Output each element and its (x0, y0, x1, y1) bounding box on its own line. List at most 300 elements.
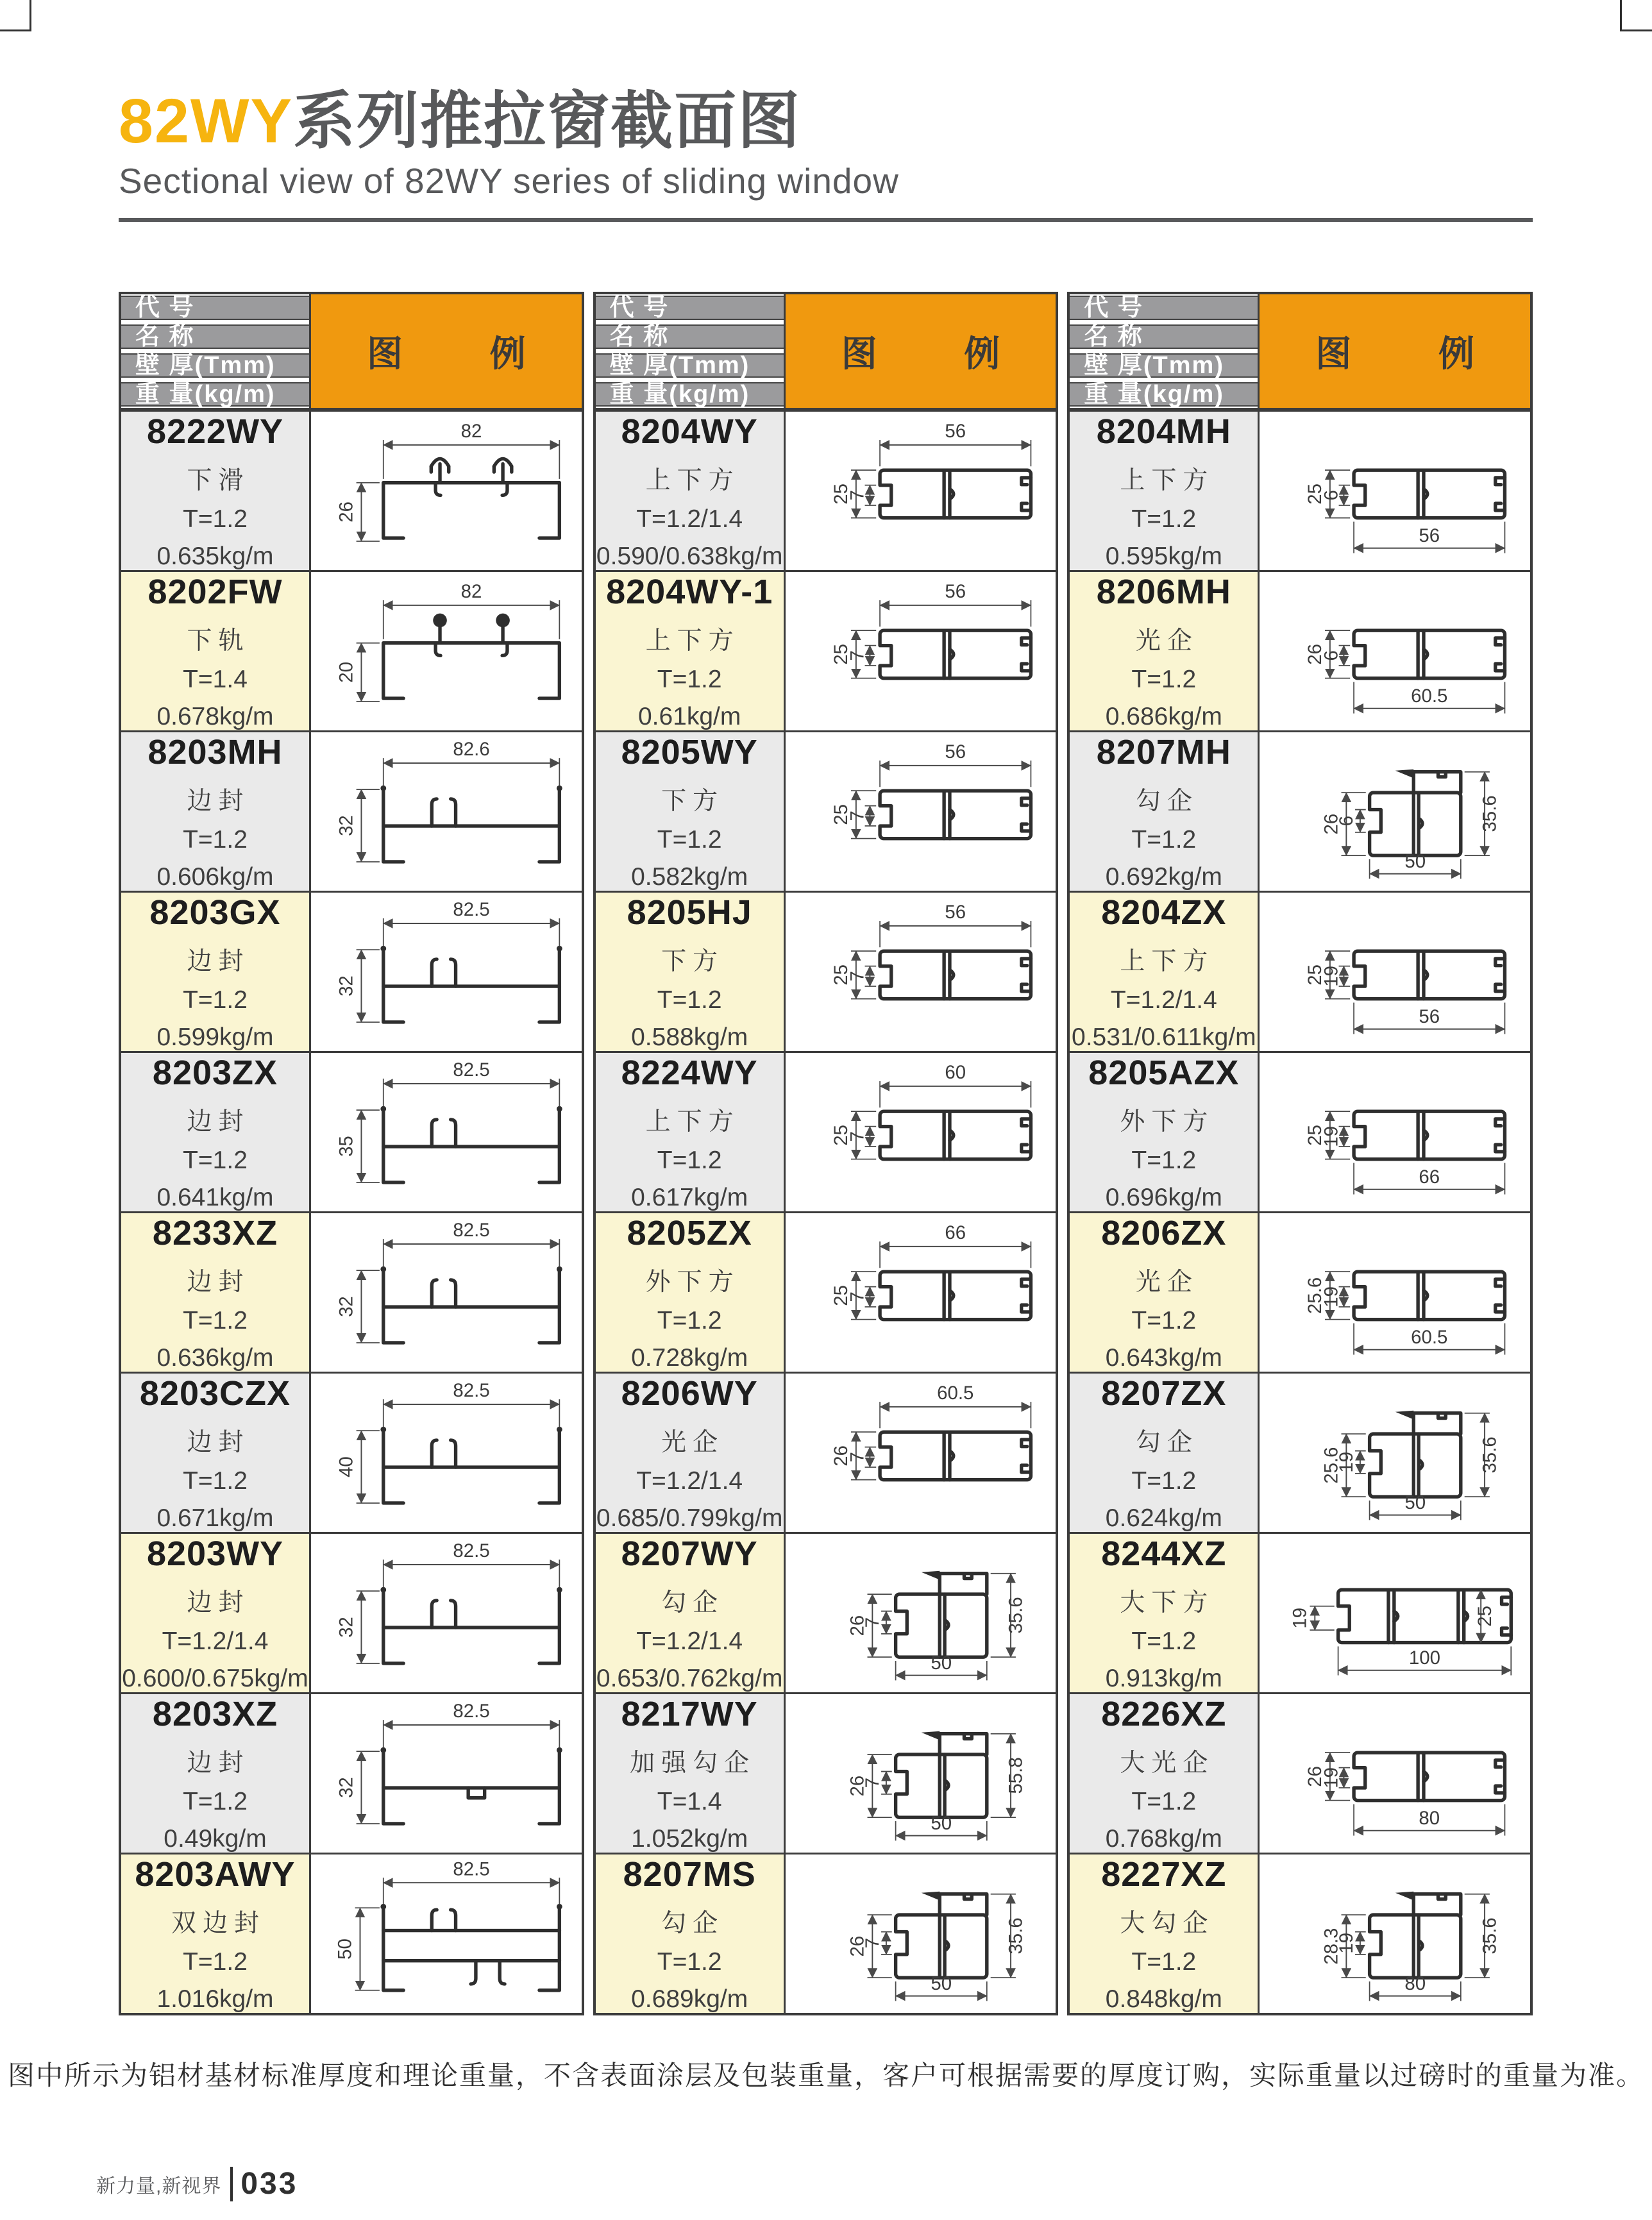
table-row (1070, 1211, 1530, 1372)
table-row (121, 570, 582, 730)
table-row (1070, 570, 1530, 730)
product-name: 勾企 (661, 1909, 725, 1937)
svg-text:19: 19 (1336, 1451, 1358, 1473)
diagram-cell (786, 1534, 1056, 1692)
svg-text:82.5: 82.5 (453, 1701, 490, 1722)
product-weight: 1.052kg/m (631, 1824, 748, 1853)
header-label-3: 壁 厚(Tmm) (121, 353, 309, 378)
product-thickness: T=1.2 (657, 1306, 722, 1334)
svg-text:50: 50 (1404, 1492, 1426, 1513)
product-code: 8217WY (621, 1694, 758, 1733)
profile-drawing (1260, 893, 1530, 1051)
diagram-cell (1260, 732, 1530, 891)
column-group-2 (593, 292, 1059, 2015)
svg-text:82.5: 82.5 (453, 1858, 490, 1880)
product-code: 8205HJ (627, 893, 752, 932)
svg-text:32: 32 (335, 815, 357, 836)
profile-drawing (311, 1053, 582, 1211)
product-thickness: T=1.2 (183, 1947, 248, 1976)
info-cell (596, 572, 786, 730)
info-cell (121, 1213, 311, 1372)
product-name: 上下方 (645, 1107, 740, 1136)
svg-text:32: 32 (335, 1777, 357, 1798)
table-row (596, 1853, 1056, 2013)
product-thickness: T=1.2 (657, 1146, 722, 1174)
product-thickness: T=1.4 (657, 1787, 722, 1815)
product-name: 勾企 (1135, 787, 1199, 815)
header-label-2: 名 称 (1070, 324, 1258, 349)
crop-mark-top-left-v (30, 0, 31, 31)
info-cell (596, 1534, 786, 1692)
svg-text:60.5: 60.5 (1411, 1326, 1448, 1348)
product-code: 8205ZX (627, 1213, 752, 1252)
product-name: 边封 (187, 1588, 250, 1617)
diagram-cell (311, 572, 582, 730)
product-code: 8224WY (621, 1053, 758, 1092)
info-cell (121, 1053, 311, 1211)
svg-text:56: 56 (1419, 525, 1440, 546)
product-code: 8203MH (148, 732, 283, 771)
svg-text:25: 25 (830, 1125, 852, 1146)
product-weight: 0.595kg/m (1105, 542, 1222, 570)
svg-text:6: 6 (1336, 816, 1358, 827)
table-row (596, 1051, 1056, 1211)
product-weight: 0.641kg/m (156, 1183, 274, 1211)
svg-text:82.5: 82.5 (453, 1540, 490, 1562)
profile-drawing (311, 572, 582, 730)
product-weight: 0.848kg/m (1105, 1985, 1222, 2013)
info-cell (121, 1374, 311, 1532)
product-weight: 0.686kg/m (1105, 702, 1222, 730)
profile-drawing (311, 732, 582, 891)
product-thickness: T=1.2/1.4 (1110, 986, 1217, 1014)
svg-text:25: 25 (830, 484, 852, 505)
diagram-cell (1260, 1534, 1530, 1692)
product-weight: 0.768kg/m (1105, 1824, 1222, 1853)
title-rest: 系列推拉窗截面图 (293, 86, 802, 156)
table-row (121, 1372, 582, 1532)
table-row (121, 891, 582, 1051)
product-weight: 0.728kg/m (631, 1343, 748, 1372)
header-label-4: 重 量(kg/m) (121, 382, 309, 407)
diagram-cell (786, 572, 1056, 730)
crop-mark-top-right-v (1620, 0, 1622, 31)
profile-drawing (1260, 1053, 1530, 1211)
info-cell (121, 732, 311, 891)
svg-text:80: 80 (1419, 1807, 1440, 1829)
product-code: 8203CZX (139, 1374, 291, 1413)
svg-text:50: 50 (931, 1652, 952, 1674)
product-name: 光企 (1135, 626, 1199, 655)
product-code: 8204ZX (1101, 893, 1227, 932)
table-row (596, 570, 1056, 730)
svg-text:32: 32 (335, 975, 357, 996)
profile-drawing (311, 1213, 582, 1372)
diagram-cell (1260, 1374, 1530, 1532)
svg-text:7: 7 (847, 490, 868, 501)
info-cell (596, 1053, 786, 1211)
product-weight: 0.599kg/m (156, 1023, 274, 1051)
profile-drawing (786, 1534, 1056, 1692)
crop-mark-top-left-h (0, 29, 31, 31)
svg-text:35.6: 35.6 (1479, 1436, 1501, 1474)
table-row (596, 1692, 1056, 1853)
header-labels (596, 294, 786, 408)
svg-text:82: 82 (460, 421, 482, 442)
product-name: 下方 (661, 947, 725, 975)
legend-cell: 图 例 (786, 294, 1056, 408)
header-label-2: 名 称 (596, 324, 784, 349)
product-name: 上下方 (1120, 947, 1215, 975)
profile-drawing (786, 572, 1056, 730)
column-group-3 (1067, 292, 1533, 2015)
table-row (121, 730, 582, 891)
svg-text:19: 19 (1320, 966, 1342, 987)
svg-text:80: 80 (1404, 1972, 1426, 1994)
svg-text:26: 26 (1320, 813, 1342, 835)
table-row (121, 1692, 582, 1853)
table-row (121, 1051, 582, 1211)
product-code: 8206MH (1096, 572, 1231, 611)
profile-drawing (786, 732, 1056, 891)
diagram-cell (311, 1854, 582, 2013)
svg-text:7: 7 (847, 811, 868, 821)
product-weight: 0.678kg/m (156, 702, 274, 730)
diagram-cell (1260, 1053, 1530, 1211)
diagram-cell (1260, 412, 1530, 570)
info-cell (1070, 1053, 1260, 1211)
product-thickness: T=1.2/1.4 (162, 1627, 269, 1655)
product-code: 8204WY (621, 412, 758, 451)
product-name: 外下方 (645, 1268, 740, 1296)
page-subtitle: Sectional view of 82WY series of sliding window (119, 160, 899, 201)
svg-text:7: 7 (861, 1938, 883, 1949)
profile-drawing (786, 1213, 1056, 1372)
product-name: 边封 (187, 1428, 250, 1456)
svg-text:7: 7 (847, 650, 868, 661)
table-row (1070, 891, 1530, 1051)
svg-text:19: 19 (1320, 1767, 1342, 1788)
product-name: 上下方 (645, 466, 740, 494)
info-cell (1070, 732, 1260, 891)
svg-text:32: 32 (335, 1296, 357, 1317)
svg-text:100: 100 (1409, 1647, 1441, 1669)
svg-text:25.6: 25.6 (1320, 1447, 1342, 1484)
product-weight: 0.49kg/m (164, 1824, 267, 1853)
header-label-3: 壁 厚(Tmm) (1070, 353, 1258, 378)
product-thickness: T=1.2 (1131, 505, 1197, 533)
crop-mark-top-right-h (1621, 29, 1652, 31)
profile-drawing (1260, 1854, 1530, 2013)
product-weight: 0.606kg/m (156, 862, 274, 891)
table-row (121, 1532, 582, 1692)
product-name: 大勾企 (1120, 1909, 1215, 1937)
table-row (1070, 1372, 1530, 1532)
diagram-cell (1260, 1854, 1530, 2013)
product-weight: 0.653/0.762kg/m (596, 1664, 783, 1692)
product-code: 8222WY (146, 412, 284, 451)
table-row (121, 410, 582, 570)
column-group-1 (119, 292, 584, 2015)
table-row (1070, 410, 1530, 570)
info-cell (121, 572, 311, 730)
product-thickness: T=1.4 (183, 665, 248, 693)
product-thickness: T=1.2 (1131, 1787, 1197, 1815)
svg-text:56: 56 (1419, 1005, 1440, 1027)
svg-text:26: 26 (335, 501, 357, 523)
svg-text:26: 26 (1304, 1766, 1326, 1787)
product-weight: 0.636kg/m (156, 1343, 274, 1372)
info-cell (1070, 412, 1260, 570)
profile-drawing (786, 1854, 1056, 2013)
product-name: 光企 (1135, 1268, 1199, 1296)
info-cell (121, 1854, 311, 2013)
diagram-cell (786, 1053, 1056, 1211)
product-thickness: T=1.2 (1131, 1306, 1197, 1334)
info-cell (121, 893, 311, 1051)
info-cell (596, 1213, 786, 1372)
table-row (1070, 1692, 1530, 1853)
svg-text:25: 25 (1304, 964, 1326, 986)
svg-text:60: 60 (945, 1062, 966, 1084)
product-name: 下方 (661, 787, 725, 815)
product-code: 8203WY (146, 1534, 284, 1573)
table-row (1070, 1051, 1530, 1211)
diagram-cell (786, 732, 1056, 891)
product-weight: 0.635kg/m (156, 542, 274, 570)
info-cell (596, 732, 786, 891)
svg-text:19: 19 (1320, 1286, 1342, 1308)
product-code: 8205AZX (1088, 1053, 1240, 1092)
svg-text:20: 20 (335, 661, 357, 683)
product-name: 双边封 (171, 1909, 266, 1937)
table-row (1070, 730, 1530, 891)
info-cell (596, 893, 786, 1051)
footnote: 图中所示为铝材基材标准厚度和理论重量，不含表面涂层及包装重量，客户可根据需要的厚度订购，实际重量以过磅时的重量为准。 (7, 2060, 1644, 2090)
product-thickness: T=1.2 (183, 1306, 248, 1334)
svg-text:25: 25 (1304, 1125, 1326, 1146)
svg-text:35.6: 35.6 (1005, 1917, 1027, 1955)
diagram-cell (1260, 893, 1530, 1051)
product-weight: 0.624kg/m (1105, 1504, 1222, 1532)
product-weight: 0.643kg/m (1105, 1343, 1222, 1372)
profile-table (119, 292, 1533, 2015)
page-number: 033 (240, 2167, 298, 2201)
profile-drawing (311, 893, 582, 1051)
product-weight: 0.600/0.675kg/m (122, 1664, 308, 1692)
diagram-cell (311, 1694, 582, 1853)
svg-text:60.5: 60.5 (936, 1383, 974, 1404)
info-cell (1070, 1213, 1260, 1372)
footer-divider (230, 2167, 233, 2201)
svg-text:56: 56 (945, 902, 966, 923)
header-label-2: 名 称 (121, 324, 309, 349)
svg-text:82.5: 82.5 (453, 1220, 490, 1241)
product-thickness: T=1.2 (657, 1947, 722, 1976)
svg-text:35.6: 35.6 (1479, 795, 1501, 832)
product-name: 大光企 (1120, 1749, 1215, 1777)
svg-text:7: 7 (847, 1452, 868, 1463)
product-code: 8227XZ (1101, 1854, 1227, 1894)
product-weight: 0.588kg/m (631, 1023, 748, 1051)
product-weight: 0.696kg/m (1105, 1183, 1222, 1211)
svg-text:25: 25 (1304, 484, 1326, 505)
product-thickness: T=1.2 (657, 986, 722, 1014)
product-thickness: T=1.2 (1131, 665, 1197, 693)
svg-text:82.5: 82.5 (453, 1059, 490, 1081)
profile-drawing (1260, 1534, 1530, 1692)
info-cell (1070, 572, 1260, 730)
svg-text:19: 19 (1289, 1607, 1311, 1629)
header-labels (1070, 294, 1260, 408)
series-code: 82WY (119, 86, 294, 156)
product-weight: 1.016kg/m (156, 1985, 274, 2013)
header-label-3: 壁 厚(Tmm) (596, 353, 784, 378)
diagram-cell (1260, 1694, 1530, 1853)
legend-cell: 图 例 (1260, 294, 1530, 408)
svg-text:26: 26 (847, 1615, 868, 1636)
svg-text:56: 56 (945, 421, 966, 442)
svg-text:25: 25 (830, 1285, 852, 1306)
product-name: 外下方 (1120, 1107, 1215, 1136)
svg-text:50: 50 (931, 1812, 952, 1834)
svg-text:28.3: 28.3 (1320, 1928, 1342, 1965)
header-label-1: 代 号 (596, 296, 784, 320)
product-thickness: T=1.2/1.4 (636, 1627, 743, 1655)
profile-drawing (786, 412, 1056, 570)
table-row (596, 410, 1056, 570)
product-code: 8207WY (621, 1534, 758, 1573)
product-thickness: T=1.2 (1131, 1947, 1197, 1976)
diagram-cell (311, 732, 582, 891)
product-code: 8204WY-1 (606, 572, 773, 611)
profile-drawing (786, 893, 1056, 1051)
diagram-cell (786, 1694, 1056, 1853)
profile-drawing (1260, 412, 1530, 570)
product-name: 勾企 (661, 1588, 725, 1617)
diagram-cell (786, 1854, 1056, 2013)
product-code: 8203XZ (152, 1694, 278, 1733)
product-thickness: T=1.2 (183, 1467, 248, 1495)
table-row (596, 1532, 1056, 1692)
product-weight: 0.617kg/m (631, 1183, 748, 1211)
profile-drawing (1260, 1374, 1530, 1532)
product-code: 8202FW (148, 572, 283, 611)
product-weight: 0.582kg/m (631, 862, 748, 891)
profile-drawing (1260, 1694, 1530, 1853)
product-name: 大下方 (1120, 1588, 1215, 1617)
diagram-cell (311, 1374, 582, 1532)
svg-text:82.5: 82.5 (453, 899, 490, 921)
profile-drawing (786, 1053, 1056, 1211)
product-name: 上下方 (645, 626, 740, 655)
svg-text:26: 26 (830, 1445, 852, 1467)
svg-text:26: 26 (1304, 644, 1326, 665)
svg-text:7: 7 (847, 971, 868, 982)
product-thickness: T=1.2 (183, 986, 248, 1014)
svg-text:66: 66 (1419, 1166, 1440, 1188)
product-code: 8203ZX (152, 1053, 278, 1092)
info-cell (596, 1694, 786, 1853)
legend-cell: 图 例 (311, 294, 582, 408)
svg-text:7: 7 (861, 1617, 883, 1628)
page-title (119, 88, 1533, 154)
product-weight: 0.692kg/m (1105, 862, 1222, 891)
product-thickness: T=1.2/1.4 (636, 505, 743, 533)
header-label-4: 重 量(kg/m) (596, 382, 784, 407)
table-row (596, 1372, 1056, 1532)
product-weight: 0.61kg/m (637, 702, 741, 730)
product-thickness: T=1.2 (183, 825, 248, 854)
info-cell (596, 412, 786, 570)
profile-drawing (1260, 1213, 1530, 1372)
svg-text:25: 25 (830, 964, 852, 986)
svg-text:82.5: 82.5 (453, 1380, 490, 1402)
product-weight: 0.689kg/m (631, 1985, 748, 2013)
product-code: 8206WY (621, 1374, 758, 1413)
profile-drawing (1260, 732, 1530, 891)
diagram-cell (786, 412, 1056, 570)
table-row (596, 730, 1056, 891)
svg-text:25.6: 25.6 (1304, 1277, 1326, 1315)
svg-text:66: 66 (945, 1222, 966, 1244)
svg-text:6: 6 (1320, 650, 1342, 661)
diagram-cell (311, 1053, 582, 1211)
product-name: 边封 (187, 1107, 250, 1136)
table-row (121, 1211, 582, 1372)
table-row (1070, 1853, 1530, 2013)
svg-text:56: 56 (945, 581, 966, 603)
product-weight: 0.590/0.638kg/m (596, 542, 783, 570)
product-thickness: T=1.2 (657, 825, 722, 854)
product-code: 8203GX (149, 893, 281, 932)
product-thickness: T=1.2 (183, 505, 248, 533)
product-thickness: T=1.2 (1131, 1146, 1197, 1174)
svg-text:50: 50 (334, 1938, 356, 1960)
group-header-2 (596, 294, 1056, 410)
profile-drawing (786, 1694, 1056, 1853)
product-name: 下滑 (187, 466, 250, 494)
svg-text:19: 19 (1320, 1126, 1342, 1147)
product-code: 8244XZ (1101, 1534, 1227, 1573)
svg-text:35.6: 35.6 (1005, 1597, 1027, 1634)
profile-drawing (1260, 572, 1530, 730)
diagram-cell (1260, 1213, 1530, 1372)
profile-drawing (311, 1854, 582, 2013)
product-name: 边封 (187, 1268, 250, 1296)
diagram-cell (311, 1534, 582, 1692)
profile-drawing (311, 412, 582, 570)
table-row (596, 891, 1056, 1051)
svg-text:50: 50 (1404, 850, 1426, 872)
svg-text:82.6: 82.6 (453, 739, 490, 761)
product-code: 8206ZX (1101, 1213, 1227, 1252)
svg-text:26: 26 (847, 1775, 868, 1797)
svg-text:50: 50 (931, 1972, 952, 1994)
product-thickness: T=1.2 (183, 1787, 248, 1815)
product-code: 8207MS (623, 1854, 756, 1894)
product-name: 边封 (187, 947, 250, 975)
product-weight: 0.913kg/m (1105, 1664, 1222, 1692)
product-thickness: T=1.2 (657, 665, 722, 693)
svg-text:25: 25 (1474, 1606, 1496, 1627)
svg-text:56: 56 (945, 741, 966, 763)
header-label-1: 代 号 (1070, 296, 1258, 320)
table-row (121, 1853, 582, 2013)
profile-drawing (786, 1374, 1056, 1532)
product-code: 8207ZX (1101, 1374, 1227, 1413)
svg-text:26: 26 (847, 1935, 868, 1957)
